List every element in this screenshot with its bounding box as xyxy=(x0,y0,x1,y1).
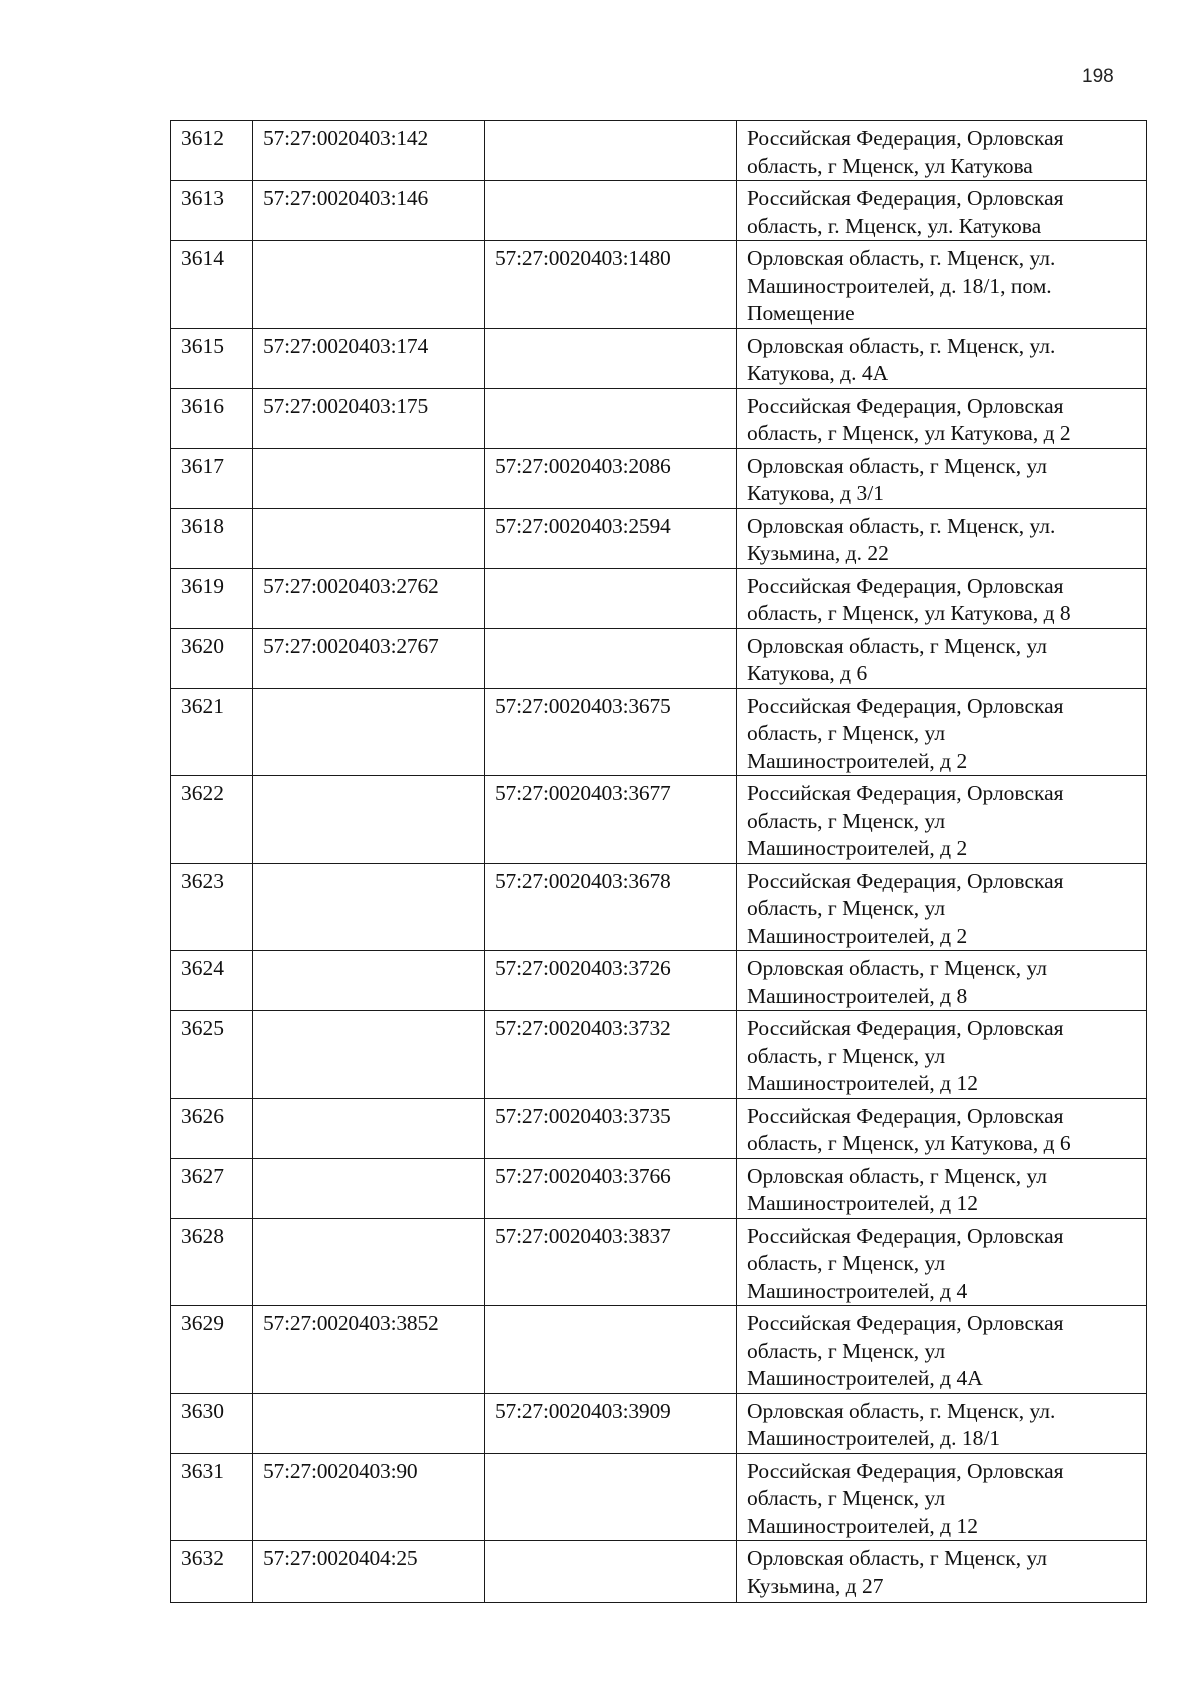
row-number-cell: 3619 xyxy=(171,568,253,628)
table-row xyxy=(171,1098,1147,1158)
table-row xyxy=(171,328,1147,388)
land-cadastral-cell: 57:27:0020404:25 xyxy=(253,1541,485,1603)
row-number-cell: 3614 xyxy=(171,241,253,329)
table-row xyxy=(171,121,1147,181)
row-number-cell: 3613 xyxy=(171,181,253,241)
row-number-cell: 3612 xyxy=(171,121,253,181)
object-cadastral-cell xyxy=(485,628,737,688)
table-row xyxy=(171,1158,1147,1218)
table-row xyxy=(171,951,1147,1011)
table-row xyxy=(171,1541,1147,1603)
address-cell: Российская Федерация, Орловская область, г Мценск, ул Машиностроителей, д 4 xyxy=(737,1218,1147,1306)
row-number-cell: 3621 xyxy=(171,688,253,776)
land-cadastral-cell xyxy=(253,241,485,329)
table-row xyxy=(171,776,1147,864)
address-cell: Российская Федерация, Орловская область, г Мценск, ул Машиностроителей, д 12 xyxy=(737,1011,1147,1099)
row-number-cell: 3615 xyxy=(171,328,253,388)
row-number-cell: 3630 xyxy=(171,1393,253,1453)
object-cadastral-cell: 57:27:0020403:2086 xyxy=(485,448,737,508)
land-cadastral-cell xyxy=(253,1011,485,1099)
address-cell: Российская Федерация, Орловская область, г Мценск, ул Машиностроителей, д 12 xyxy=(737,1453,1147,1541)
land-cadastral-cell xyxy=(253,1098,485,1158)
object-cadastral-cell xyxy=(485,1541,737,1603)
table-row xyxy=(171,1011,1147,1099)
row-number-cell: 3627 xyxy=(171,1158,253,1218)
land-cadastral-cell: 57:27:0020403:175 xyxy=(253,388,485,448)
address-cell: Российская Федерация, Орловская область, г Мценск, ул Машиностроителей, д 2 xyxy=(737,776,1147,864)
table-row xyxy=(171,448,1147,508)
row-number-cell: 3631 xyxy=(171,1453,253,1541)
land-cadastral-cell xyxy=(253,1393,485,1453)
table-row xyxy=(171,688,1147,776)
table-row xyxy=(171,181,1147,241)
object-cadastral-cell: 57:27:0020403:3909 xyxy=(485,1393,737,1453)
address-cell: Орловская область, г. Мценск, ул. Машиностроителей, д. 18/1 xyxy=(737,1393,1147,1453)
table-row xyxy=(171,1218,1147,1306)
object-cadastral-cell: 57:27:0020403:3726 xyxy=(485,951,737,1011)
row-number-cell: 3620 xyxy=(171,628,253,688)
row-number-cell: 3616 xyxy=(171,388,253,448)
object-cadastral-cell: 57:27:0020403:3837 xyxy=(485,1218,737,1306)
table-row xyxy=(171,1306,1147,1394)
row-number-cell: 3628 xyxy=(171,1218,253,1306)
row-number-cell: 3626 xyxy=(171,1098,253,1158)
address-cell: Российская Федерация, Орловская область, г Мценск, ул Катукова, д 2 xyxy=(737,388,1147,448)
table-row xyxy=(171,1393,1147,1453)
object-cadastral-cell: 57:27:0020403:3735 xyxy=(485,1098,737,1158)
row-number-cell: 3625 xyxy=(171,1011,253,1099)
address-cell: Российская Федерация, Орловская область, г Мценск, ул Машиностроителей, д 2 xyxy=(737,863,1147,951)
address-cell: Орловская область, г Мценск, ул Катукова, д 3/1 xyxy=(737,448,1147,508)
object-cadastral-cell xyxy=(485,568,737,628)
land-cadastral-cell: 57:27:0020403:2762 xyxy=(253,568,485,628)
table-row xyxy=(171,568,1147,628)
land-cadastral-cell xyxy=(253,1218,485,1306)
address-cell: Орловская область, г Мценск, ул Машиностроителей, д 12 xyxy=(737,1158,1147,1218)
address-cell: Орловская область, г. Мценск, ул. Катукова, д. 4А xyxy=(737,328,1147,388)
land-cadastral-cell xyxy=(253,688,485,776)
object-cadastral-cell: 57:27:0020403:1480 xyxy=(485,241,737,329)
land-cadastral-cell xyxy=(253,863,485,951)
row-number-cell: 3618 xyxy=(171,508,253,568)
table-row xyxy=(171,508,1147,568)
object-cadastral-cell: 57:27:0020403:3732 xyxy=(485,1011,737,1099)
address-cell: Орловская область, г Мценск, ул Машиностроителей, д 8 xyxy=(737,951,1147,1011)
land-cadastral-cell: 57:27:0020403:90 xyxy=(253,1453,485,1541)
row-number-cell: 3622 xyxy=(171,776,253,864)
row-number-cell: 3632 xyxy=(171,1541,253,1603)
object-cadastral-cell: 57:27:0020403:3678 xyxy=(485,863,737,951)
object-cadastral-cell xyxy=(485,328,737,388)
address-cell: Российская Федерация, Орловская область, г Мценск, ул Катукова xyxy=(737,121,1147,181)
object-cadastral-cell xyxy=(485,121,737,181)
land-cadastral-cell: 57:27:0020403:146 xyxy=(253,181,485,241)
land-cadastral-cell: 57:27:0020403:3852 xyxy=(253,1306,485,1394)
land-cadastral-cell xyxy=(253,951,485,1011)
object-cadastral-cell: 57:27:0020403:3675 xyxy=(485,688,737,776)
registry-table xyxy=(170,120,1147,1603)
land-cadastral-cell: 57:27:0020403:2767 xyxy=(253,628,485,688)
address-cell: Орловская область, г. Мценск, ул. Машиностроителей, д. 18/1, пом. Помещение xyxy=(737,241,1147,329)
land-cadastral-cell: 57:27:0020403:142 xyxy=(253,121,485,181)
address-cell: Орловская область, г. Мценск, ул. Кузьмина, д. 22 xyxy=(737,508,1147,568)
row-number-cell: 3617 xyxy=(171,448,253,508)
address-cell: Российская Федерация, Орловская область, г Мценск, ул Машиностроителей, д 4А xyxy=(737,1306,1147,1394)
land-cadastral-cell xyxy=(253,1158,485,1218)
object-cadastral-cell: 57:27:0020403:3677 xyxy=(485,776,737,864)
table-row xyxy=(171,388,1147,448)
row-number-cell: 3624 xyxy=(171,951,253,1011)
object-cadastral-cell xyxy=(485,181,737,241)
row-number-cell: 3629 xyxy=(171,1306,253,1394)
address-cell: Орловская область, г Мценск, ул Кузьмина, д 27 xyxy=(737,1541,1147,1603)
object-cadastral-cell: 57:27:0020403:2594 xyxy=(485,508,737,568)
land-cadastral-cell xyxy=(253,508,485,568)
object-cadastral-cell xyxy=(485,1306,737,1394)
table-row xyxy=(171,1453,1147,1541)
table-row xyxy=(171,628,1147,688)
page-number: 198 xyxy=(1082,66,1114,87)
object-cadastral-cell xyxy=(485,1453,737,1541)
address-cell: Российская Федерация, Орловская область, г Мценск, ул Катукова, д 8 xyxy=(737,568,1147,628)
address-cell: Орловская область, г Мценск, ул Катукова, д 6 xyxy=(737,628,1147,688)
address-cell: Российская Федерация, Орловская область, г Мценск, ул Катукова, д 6 xyxy=(737,1098,1147,1158)
address-cell: Российская Федерация, Орловская область, г Мценск, ул Машиностроителей, д 2 xyxy=(737,688,1147,776)
address-cell: Российская Федерация, Орловская область, г. Мценск, ул. Катукова xyxy=(737,181,1147,241)
land-cadastral-cell: 57:27:0020403:174 xyxy=(253,328,485,388)
table-row xyxy=(171,241,1147,329)
object-cadastral-cell xyxy=(485,388,737,448)
row-number-cell: 3623 xyxy=(171,863,253,951)
land-cadastral-cell xyxy=(253,776,485,864)
object-cadastral-cell: 57:27:0020403:3766 xyxy=(485,1158,737,1218)
table-row xyxy=(171,863,1147,951)
land-cadastral-cell xyxy=(253,448,485,508)
registry-table-body xyxy=(171,121,1147,1603)
